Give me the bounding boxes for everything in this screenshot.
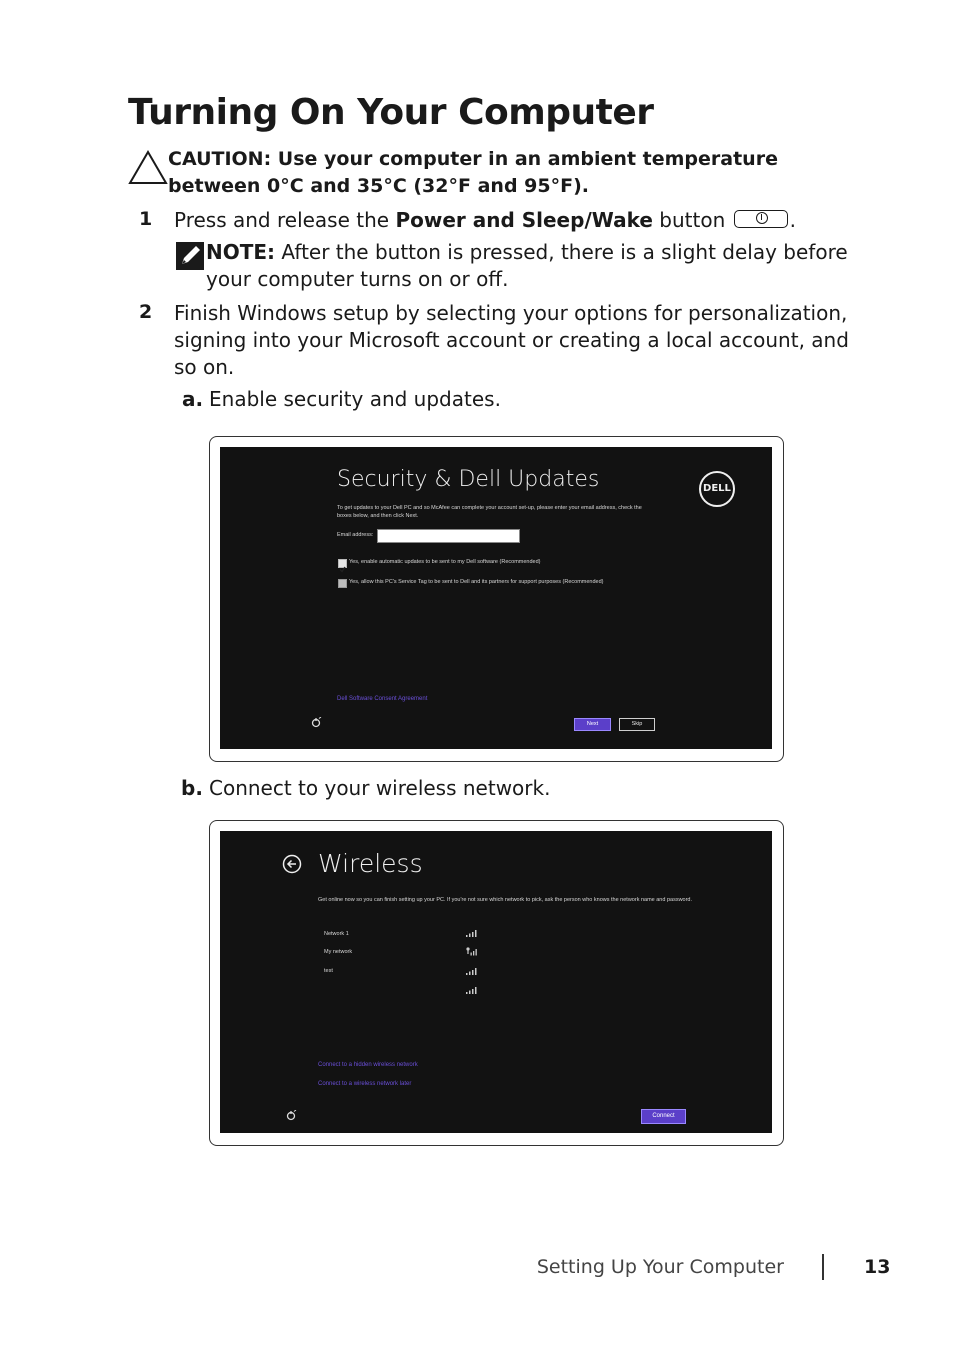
signal-strength-icon bbox=[466, 929, 478, 937]
wireless-screen bbox=[220, 831, 772, 1133]
network-item-2-name[interactable]: My network bbox=[324, 949, 353, 955]
security-description: To get updates to your Dell PC and so McAfee can complete your account set-up, please enter your email address, check the boxes below, and then click Next. bbox=[337, 505, 642, 519]
signal-strength-icon bbox=[466, 986, 478, 994]
page-title: Turning On Your Computer bbox=[128, 92, 654, 133]
power-button-icon bbox=[734, 210, 788, 228]
caution-label: CAUTION: bbox=[168, 148, 272, 170]
connect-hidden-network-link[interactable]: Connect to a hidden wireless network bbox=[318, 1062, 418, 1068]
checkbox-service-tag-label: Yes, allow this PC's Service Tag to be sent to Dell and its partners for support purposes (Recommended) bbox=[349, 579, 604, 585]
note-pencil-icon bbox=[176, 242, 204, 270]
wireless-screen-title: Wireless bbox=[318, 849, 423, 878]
step-2-text: Finish Windows setup by selecting your options for personalization, signing into your Microsoft account or creating a local account, and so on. bbox=[174, 301, 849, 379]
substep-a-label: a. bbox=[182, 387, 204, 411]
accessibility-icon[interactable] bbox=[285, 1110, 297, 1122]
caution-icon bbox=[128, 150, 168, 186]
page-number: 13 bbox=[864, 1256, 891, 1278]
checkbox-service-tag[interactable] bbox=[338, 579, 347, 588]
footer-section-title: Setting Up Your Computer bbox=[536, 1256, 784, 1278]
step-number-2: 2 bbox=[139, 301, 153, 323]
step-1-text-before: Press and release the bbox=[174, 208, 396, 232]
substep-b-label: b. bbox=[181, 776, 203, 800]
email-label: Email address: bbox=[337, 532, 374, 538]
security-screen-title: Security & Dell Updates bbox=[337, 467, 600, 492]
network-item-3-name[interactable]: test bbox=[324, 968, 333, 974]
step-number-1: 1 bbox=[139, 208, 153, 230]
caution-text: Use your computer in an ambient temperature between 0°C and 35°C (32°F and 95°F). bbox=[168, 148, 778, 197]
dell-logo: DELL bbox=[699, 471, 735, 507]
step-1-text-after: button bbox=[652, 208, 726, 232]
signal-strength-icon bbox=[466, 967, 478, 975]
accessibility-icon[interactable] bbox=[310, 717, 322, 729]
checkbox-auto-updates[interactable] bbox=[338, 559, 347, 568]
step-1-text bbox=[174, 207, 796, 234]
note-message bbox=[206, 239, 866, 293]
footer-divider bbox=[822, 1254, 824, 1280]
substep-a-text: Enable security and updates. bbox=[209, 387, 501, 411]
wireless-description: Get online now so you can finish setting up your PC. If you're not sure which network to pick, ask the person who knows the network name and password. bbox=[318, 897, 693, 903]
checkmark-icon bbox=[339, 566, 346, 573]
note-text: After the button is pressed, there is a slight delay before your computer turns on or off. bbox=[206, 240, 848, 291]
skip-button[interactable]: Skip bbox=[619, 718, 655, 731]
dell-consent-agreement-link[interactable]: Dell Software Consent Agreement bbox=[337, 696, 428, 702]
connect-later-link[interactable]: Connect to a wireless network later bbox=[318, 1081, 412, 1087]
connect-button[interactable]: Connect bbox=[641, 1109, 686, 1124]
back-arrow-icon[interactable] bbox=[282, 854, 302, 874]
step-1-text-bold: Power and Sleep/Wake bbox=[395, 208, 653, 232]
caution-message bbox=[168, 146, 848, 200]
security-updates-screen bbox=[220, 447, 772, 749]
step-1-text-end: . bbox=[789, 208, 796, 232]
network-item-1-name[interactable]: Network 1 bbox=[324, 931, 349, 937]
email-input[interactable] bbox=[377, 529, 520, 543]
next-button[interactable]: Next bbox=[574, 718, 611, 731]
substep-b-text: Connect to your wireless network. bbox=[209, 776, 551, 800]
note-label: NOTE: bbox=[206, 240, 276, 264]
checkbox-auto-updates-label: Yes, enable automatic updates to be sent to my Dell software (Recommended) bbox=[349, 559, 541, 565]
secured-signal-icon bbox=[466, 947, 478, 956]
